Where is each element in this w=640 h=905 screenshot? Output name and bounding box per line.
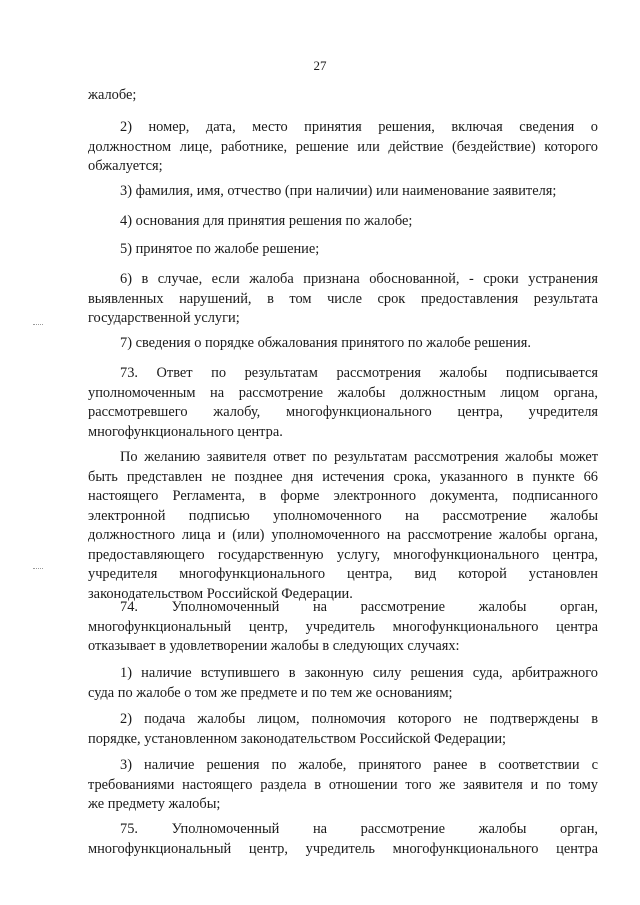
text-line: 74. Уполномоченный на рассмотрение жалобы орган, <box>120 599 598 615</box>
text-line: законодательством Российской Федерации. <box>88 585 353 602</box>
text-line: По желанию заявителя ответ по результатам рассмотрения жалобы может <box>120 449 598 465</box>
list-item-4 <box>88 212 598 232</box>
text-line: 5) принятое по жалобе решение; <box>120 241 320 257</box>
paragraph-continuation <box>88 86 598 106</box>
text-line: многофункционального центра. <box>88 423 283 440</box>
text-line: должностного лица и (или) уполномоченного на рассмотрение жалобы органа, <box>88 527 598 543</box>
text-line: многофункциональный центр, учредитель многофункционального центра <box>88 840 598 857</box>
text-line: 3) фамилия, имя, отчество (при наличии) или наименование заявителя; <box>120 183 557 199</box>
list-item-2 <box>88 118 598 177</box>
text-line: 75. Уполномоченный на рассмотрение жалобы орган, <box>120 821 598 837</box>
text-line: отказывает в удовлетворении жалобы в следующих случаях: <box>88 638 460 654</box>
paragraph-request-response <box>88 448 598 604</box>
text-line: же предмету жалобы; <box>88 796 221 812</box>
text-line: 1) наличие вступившего в законную силу решения суда, арбитражного <box>120 665 598 681</box>
text-line: выявленных нарушений, в том числе срок предоставления результата <box>88 290 598 307</box>
text-line: суда по жалобе о том же предмете и по тем же основаниям; <box>88 684 453 701</box>
list-item-3 <box>88 182 598 202</box>
refusal-reason-3 <box>88 756 598 815</box>
text-line: уполномоченным на рассмотрение жалобы должностным лицом органа, <box>88 384 598 401</box>
text-line: требованиями настоящего раздела в отношении того же заявителя и по тому <box>88 776 598 793</box>
text-line: учредителя многофункционального центра, вид которой установлен <box>88 566 598 582</box>
refusal-reason-1 <box>88 664 598 703</box>
text-line: настоящего Регламента, в форме электронного документа, подписанного <box>88 488 598 504</box>
text-line: обжалуется; <box>88 158 163 174</box>
text-line: 6) в случае, если жалоба признана обоснованной, - сроки устранения <box>120 271 598 287</box>
refusal-reason-2 <box>88 710 598 749</box>
text-line: 2) номер, дата, место принятия решения, включая сведения о <box>120 119 598 135</box>
text-line: должностном лице, работнике, решение или действие (бездействие) которого <box>88 138 598 155</box>
text-line: быть представлен не позднее дня истечения срока, указанного в пункте 66 <box>88 468 598 485</box>
text-line: порядке, установленном законодательством Российской Федерации; <box>88 730 507 747</box>
text-line: государственной услуги; <box>88 310 240 326</box>
list-item-5 <box>88 240 598 260</box>
list-item-6 <box>88 270 598 329</box>
section-73 <box>88 364 598 442</box>
text-line: 2) подача жалобы лицом, полномочия которого не подтверждены в <box>120 711 598 727</box>
text-line: 4) основания для принятия решения по жалобе; <box>120 213 413 229</box>
text-line: 73. Ответ по результатам рассмотрения жалобы подписывается <box>120 365 598 381</box>
text-line: 7) сведения о порядке обжалования принятого по жалобе решения. <box>120 335 531 351</box>
text-line: жалобе; <box>88 87 137 103</box>
page-number: 27 <box>313 58 327 73</box>
scan-margin-mark <box>33 324 43 326</box>
text-line: 3) наличие решения по жалобе, принятого ранее в соответствии с <box>120 757 598 773</box>
text-line: предоставляющего государственную услугу, многофункционального центра, <box>88 546 598 563</box>
text-line: электронной подписью уполномоченного на рассмотрение жалобы <box>88 507 598 524</box>
list-item-7 <box>88 334 598 354</box>
scan-margin-mark <box>33 568 43 570</box>
text-line: рассмотревшего жалобу, многофункционального центра, учредителя <box>88 404 598 420</box>
section-74 <box>88 598 598 657</box>
text-line: многофункциональный центр, учредитель многофункционального центра <box>88 618 598 635</box>
section-75 <box>88 820 598 859</box>
